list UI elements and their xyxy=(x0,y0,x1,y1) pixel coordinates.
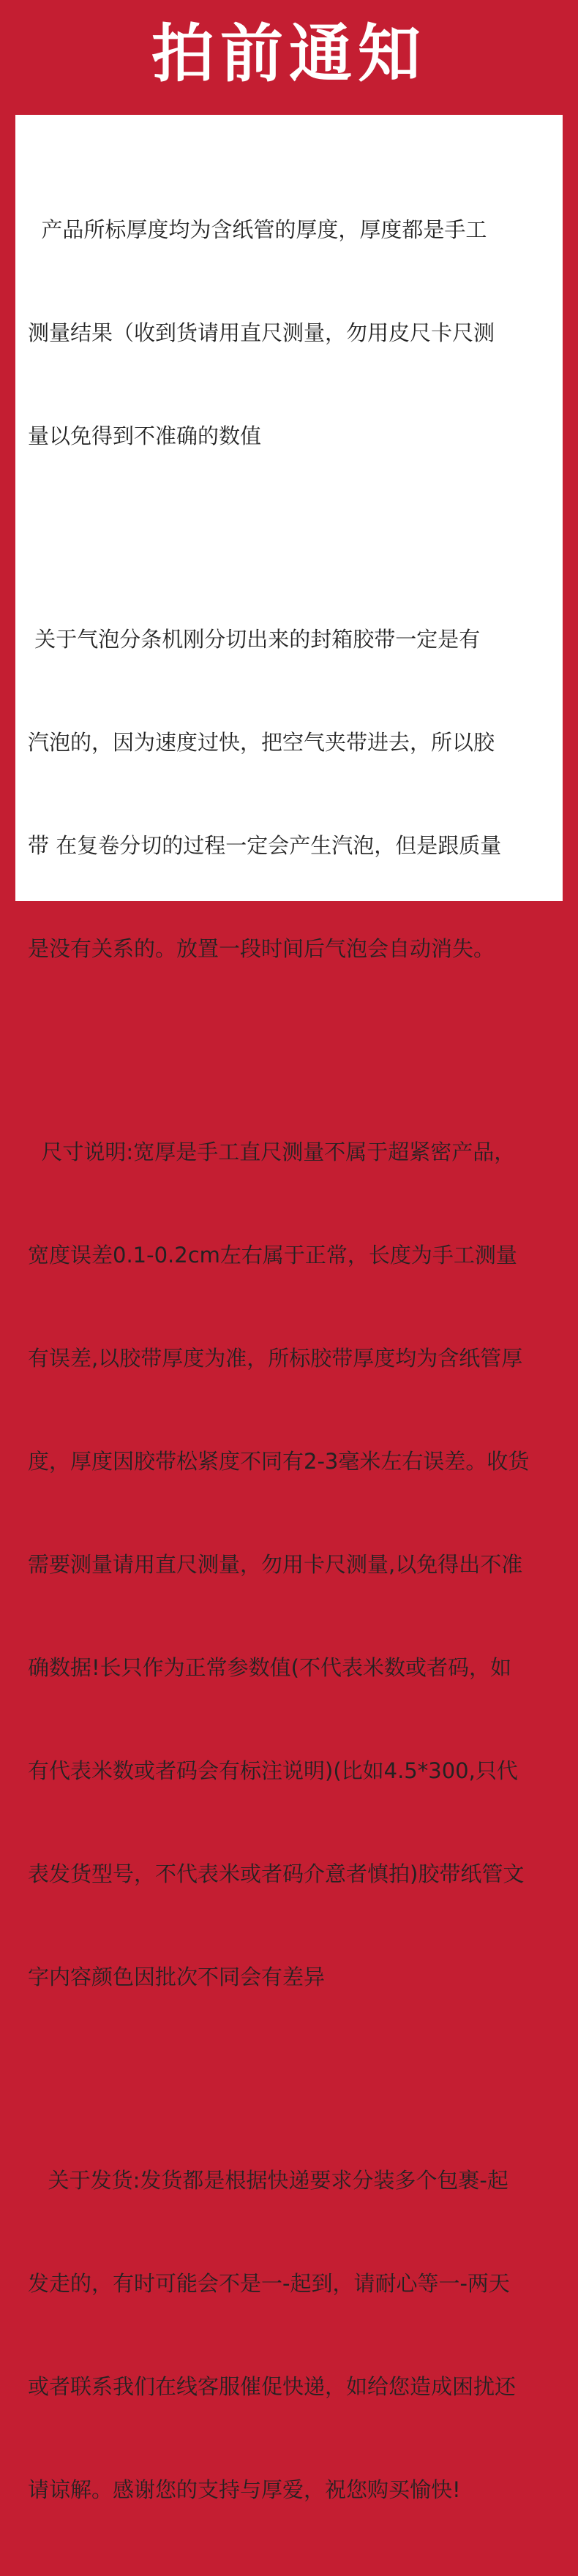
text-line: 宽度误差0.1-0.2cm左右属于正常，长度为手工测量 xyxy=(28,1243,517,1268)
notice-paragraph-shipping xyxy=(28,2095,563,2576)
text-line: 测量结果（收到货请用直尺测量，勿用皮尺卡尺测 xyxy=(28,320,495,345)
text-line: 是没有关系的。放置一段时间后气泡会自动消失。 xyxy=(28,936,495,961)
notice-paragraph-size xyxy=(28,1066,563,2063)
text-line: 确数据!长只作为正常参数值(不代表米数或者码，如 xyxy=(28,1655,511,1680)
text-line: 关于气泡分条机刚分切出来的封箱胶带一定是有 xyxy=(28,627,481,652)
text-line: 关于发货:发货都是根据快递要求分装多个包裹-起 xyxy=(28,2168,508,2193)
notice-panel xyxy=(15,115,563,2502)
text-line: 有代表米数或者码会有标注说明)(比如4.5*300,只代 xyxy=(28,1758,518,1783)
text-line: 表发货型号，不代表米或者码介意者慎拍)胶带纸管文 xyxy=(28,1861,525,1886)
header-banner xyxy=(0,0,578,113)
text-line: 汽泡的，因为速度过快，把空气夹带进去，所以胶 xyxy=(28,730,495,755)
text-line: 字内容颜色因批次不同会有差异 xyxy=(28,1965,326,1989)
notice-paragraph-bubbles xyxy=(28,554,563,1035)
text-line: 或者联系我们在线客服催促快递，如给您造成困扰还 xyxy=(28,2374,517,2399)
text-line: 有误差,以胶带厚度为准，所标胶带厚度均为含纸管厚 xyxy=(28,1346,523,1371)
text-line: 产品所标厚度均为含纸管的厚度，厚度都是手工 xyxy=(28,217,487,242)
text-line: 带 在复卷分切的过程一定会产生汽泡，但是跟质量 xyxy=(28,833,502,858)
notice-paragraph-thickness xyxy=(28,144,563,522)
text-line: 请谅解。感谢您的支持与厚爱，祝您购买愉快! xyxy=(28,2477,461,2502)
page-title: 拍前通知 xyxy=(151,17,427,91)
text-line: 度，厚度因胶带松紧度不同有2-3毫米左右误差。收货 xyxy=(28,1449,530,1474)
text-line: 需要测量请用直尺测量，勿用卡尺测量,以免得出不准 xyxy=(28,1552,523,1577)
text-line: 发走的，有时可能会不是一-起到，请耐心等一-两天 xyxy=(28,2271,510,2296)
text-line: 量以免得到不准确的数值 xyxy=(28,423,262,448)
text-line: 尺寸说明:宽厚是手工直尺测量不属于超紧密产品， xyxy=(28,1140,516,1164)
